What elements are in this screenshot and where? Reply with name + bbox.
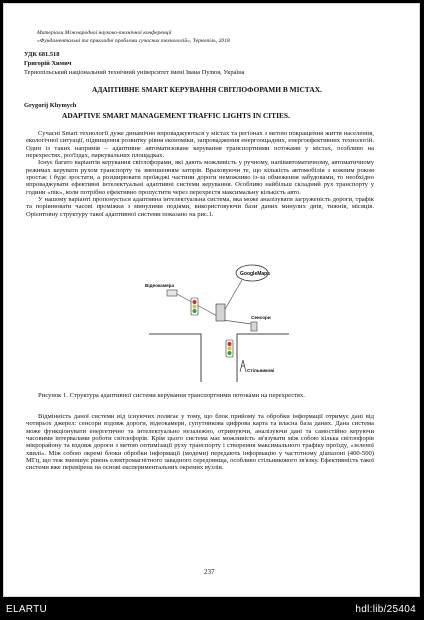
- title-ua: АДАПТИВНЕ SMART КЕРУВАННЯ СВІТЛОФОРАМИ В МІСТАХ.: [92, 85, 322, 94]
- affiliation: Тернопільський національний технічний університет імені Івана Пулюя, Україна: [24, 69, 245, 76]
- paragraph-3: У нашому варіанті пропонується адаптивна інтелектуальна система, яка може аналізувати загруженість дороги, трафік та порівнювати часові проміжки з минулими подіями, використовуючи бази даних минулих днів, тижнів, місяців. Орієнтовну структуру такої адаптивної системи показано на рис.1.: [26, 196, 374, 218]
- traffic-light-left-yellow: [193, 305, 197, 309]
- cell-tower-icon: [240, 360, 246, 372]
- conference-header-line1: Матеріали Міжнародної науково-технічної конференції: [37, 30, 172, 36]
- page-number: 237: [204, 568, 215, 576]
- footer-left-label: ELARTU: [6, 604, 48, 615]
- document-page: [3, 3, 420, 597]
- googlemaps-label: GoogleMaps: [240, 271, 271, 277]
- figure-traffic-system: [139, 264, 299, 386]
- traffic-light-left-green: [193, 309, 197, 313]
- author-ua: Григорій Химич: [24, 60, 72, 67]
- link-sensor: [223, 320, 251, 324]
- conference-header-line2: «Фундаментальні та прикладні проблеми сучасних технологій», Тернопіль, 2018: [37, 38, 230, 44]
- controller-icon: [216, 304, 225, 321]
- camera-label: Відеокамера: [145, 283, 175, 288]
- figure-caption: [26, 392, 374, 399]
- paragraph-2: Існує багато варіантів керування світлофорами, які дають можливість у ручному, напівавтоматичному, автоматичному режимах керувати рухом транспорту та зменшенням заторів. Враховуючи те, що кількість автомобілів з кожним роком зростає і буде зростати, а розширювати проїжджі частини дороги неможливо із-за обмеження забудовами, то необхідно впроваджувати ефективні інтелектуальні адаптивні системи керування. Особливо найбільш складний рух транспорту у години «пік», коли потрібно ефективно пропустити через перехрестя максимальну кількість авто.: [26, 159, 374, 196]
- paragraph-4: Відмінність даної системи від існуючих полягає у тому, що блок прийому та обробки інформації отримує дані від чотирьох джерел: сенсори вздовж дороги, відеокамери, супутникова цифрова карта та власна база даних. Дана система може функціонувати енергетично та інтелектуально незалежно, отримуючи, аналізуючи дані та самостійно керуючи часовими інтервалами роботи світлофорів. Крім цього система має можливість зв'язувати між собою кілька світлофорів мікрорайону та вздовж дороги з метою оптимізації руху транспорту і створення максимального трафіку проїзду, «зеленої хвилі». Між собою окремі блоки обробки інформації (модеми) передають інформацію у частотному діапазоні (400-500) МГц, що теж зменшує рівень електромагнітного завадного середовища, особливо стільникового зв'язку. Ефективність такої системи вже перевірена на основі експериментальних окремих вузлів.: [26, 413, 374, 472]
- road-edge-right: [237, 334, 289, 382]
- traffic-light-right-yellow: [228, 347, 232, 351]
- traffic-light-right-red: [228, 342, 232, 346]
- udk-code: УДК 681.518: [24, 51, 60, 58]
- closing-text: [26, 413, 374, 472]
- figure-caption-text: Рисунок 1. Структура адаптивної системи керування транспортними потоками на перехрестях.: [38, 392, 305, 399]
- sensor-icon: [251, 322, 257, 331]
- archive-footer-bar: [0, 597, 424, 620]
- road-edge-left: [149, 334, 201, 382]
- sensor-label: Сенсори: [251, 315, 271, 320]
- paragraph-1: Сучасні Smart технології дуже динамічно впроваджуються у містах та регіонах з метою покращення життя населення, екологічної ситуації, підвищення розвитку рівня економіки, запровадження енергоощадних, енергоефективних технологій. Один із таких напрямів – адаптивне автоматизоване керування транспортними потоками у містах, особливо на перехрестях, роз'їздах, паркувальних площадках.: [26, 130, 374, 160]
- cellphones-label: Стільникові: [247, 368, 275, 373]
- footer-handle-link[interactable]: hdl:lib/25404: [355, 604, 416, 615]
- traffic-light-right-green: [228, 351, 232, 355]
- traffic-light-left-red: [193, 300, 197, 304]
- camera-icon: [167, 290, 177, 296]
- author-en: Grygorij Khymych: [24, 102, 77, 109]
- title-en: ADAPTIVE SMART MANAGEMENT TRAFFIC LIGHTS IN CITIES.: [62, 111, 290, 120]
- intro-text: [26, 130, 374, 218]
